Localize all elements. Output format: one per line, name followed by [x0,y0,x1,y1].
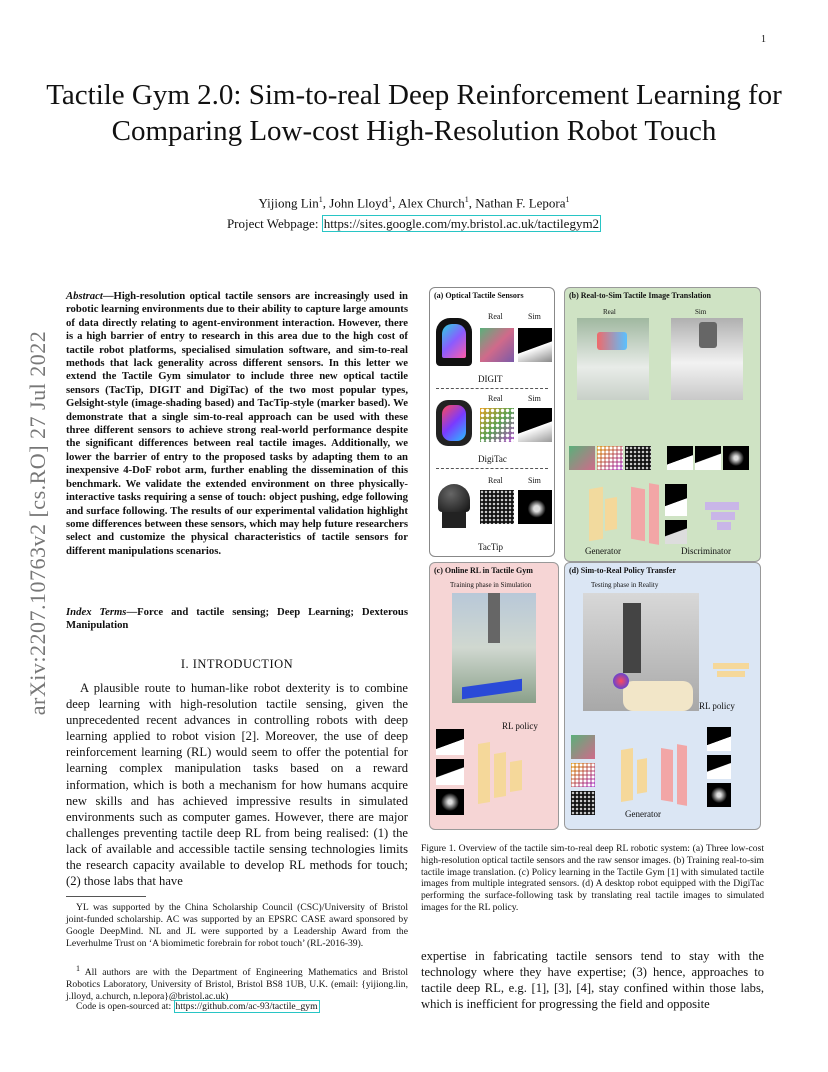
panel-optical-sensors [429,287,555,557]
digitac-real-image [480,408,514,442]
sim-label: Sim [528,312,541,321]
sensor-label-digit: DIGIT [478,374,503,384]
tactile-image [436,789,464,815]
generator-block [621,748,633,802]
testing-phase-label: Testing phase in Reality [591,581,659,589]
footnote-affiliation [66,963,408,1003]
abstract-label: Abstract [66,290,103,302]
project-webpage [40,216,788,232]
sensor-label-digitac: DigiTac [478,454,507,464]
tactile-image [571,763,595,787]
panel-a-title: (a) Optical Tactile Sensors [434,291,524,300]
tactile-image [665,484,687,516]
author-name: Yijiong Lin [258,195,319,211]
rl-policy-label: RL policy [502,721,538,731]
real-label: Real [488,312,503,321]
tactile-image [665,520,687,544]
arxiv-stamp: arXiv:2207.10763v2 [cs.RO] 27 Jul 2022 [25,330,50,716]
index-terms-text: —Force and tactile sensing; Deep Learning; Dexterous Manipulation [66,606,408,632]
section-heading: I. INTRODUCTION [180,657,294,671]
sim-setup-image [671,318,743,400]
training-phase-label: Training phase in Simulation [450,581,532,589]
tactile-image [571,735,595,759]
sim-label: Sim [528,394,541,403]
generator-block [661,748,673,802]
real-robot-image [583,593,699,711]
policy-network-block [494,752,506,798]
digitac-sim-image [518,408,552,442]
panel-real-to-sim [564,287,761,562]
webpage-label: Project Webpage: [226,216,319,231]
generator-block [649,483,659,545]
author-name: Nathan F. Lepora [475,195,566,211]
discriminator-block [717,522,731,530]
discriminator-label: Discriminator [681,546,731,556]
policy-network-block [717,671,745,677]
real-label: Real [603,308,616,316]
separator [436,468,548,469]
panel-online-rl [429,562,559,830]
tactile-image [707,755,731,779]
intro-continuation: expertise in fabricating tactile sensors tend to stay with the technology where they have expertise; (3) hence, approaches to tactile deep RL, e.g. [1], [3], [4], stay confined within those labs, which is inefficient for progressing the field and opposite [421,949,764,1012]
abstract [66,290,408,558]
tactile-image [625,446,651,470]
tactile-image [707,727,731,751]
intro-paragraph: A plausible route to human-like robot dexterity is to combine deep learning with high-resolution tactile sensing, given the unprecedented recent advances in controlling robots with deep learning applied to robot vision [2]. Moreover, the use of deep reinforcement learning (RL) would seem to offer the potential for learning complex manipulation tasks based on a reward information, which is both a mechanism for how humans acquire new skills and has achieved impressive results in simulated environments such as computer games. However, there are major challenges preventing tactile deep RL from being realised: (1) the lack of available and accessible tactile sensing technologies limits the research capacity available to develop RL methods for touch; (2) those labs that have [66,681,408,889]
author-name: John Lloyd [329,195,389,211]
page-number: 1 [761,34,766,45]
author-affiliation: 1 [565,195,570,204]
footnote-rule [66,896,146,897]
generator-label: Generator [625,809,661,819]
separator [436,388,548,389]
panel-d-title: (d) Sim-to-Real Policy Transfer [569,566,677,575]
policy-network-block [510,760,522,792]
digitac-sensor-image [436,400,472,446]
tactip-sensor-image [438,484,470,530]
tactile-image [723,446,749,470]
author-affiliation: 1 [464,195,469,204]
discriminator-block [705,502,739,510]
author-affiliation: 1 [318,195,323,204]
real-setup-image [577,318,649,400]
index-terms-label: Index Terms [66,606,127,618]
generator-label: Generator [585,546,621,556]
panel-c-title: (c) Online RL in Tactile Gym [434,566,533,575]
footnote-code [66,1001,408,1013]
sensor-label-tactip: TacTip [478,542,504,552]
tactile-image [597,446,623,470]
rl-policy-label: RL policy [699,701,735,711]
sim-label: Sim [528,476,541,485]
author-affiliation: 1 [388,195,393,204]
generator-block [631,487,645,541]
tactile-image [707,783,731,807]
webpage-link[interactable]: https://sites.google.com/my.bristol.ac.uk/tactilegym2 [323,216,600,231]
digit-sensor-image [436,318,472,366]
tactile-image [571,791,595,815]
tactile-image [569,446,595,470]
generator-block [589,487,603,541]
footnote-affil-text: All authors are with the Department of Engineering Mathematics and Bristol Robotics Laboratory, University of Bristol, Bristol BS8 1UB, U.K. (email: {yijiong.lin, j.lloyd, a.church, n.lepora}@bristol.ac.uk) [66,967,408,1003]
real-label: Real [488,476,503,485]
abstract-text: —High-resolution optical tactile sensors are increasingly used in robotic learning environments due to their ability to capture large amounts of data directly relating to agent-environment interaction. However, there is a high barrier of entry to research in this area due to the high cost of tactile robot platforms, specialised simulation software, and sim-to-real methods that lack generality across different sensors. In this letter we extend the Tactile Gym simulator to include three new optical tactile sensors (TacTip, DIGIT and DigiTac) of the two most popular types, Gelsight-style (image-shading based) and TacTip-style (marker based). We demonstrate that a single sim-to-real approach can be used with these three different sensors to achieve strong real-world performance despite the significant differences between real tactile images. Additionally, we lower the barrier of entry to the proposed tasks by adapting them to an inexpensive 4-DoF robot arm, further enabling the dissemination of this benchmark. We validate the extended environment on three physically-interactive tasks requiring a sense of touch: object pushing, edge following and surface following. The results of our experimental validation highlight some differences between these sensors, which may help future researchers select and customize the physical characteristics of tactile sensors for different manipulations scenarios. [66,290,408,557]
digit-sim-image [518,328,552,362]
figure-caption: Figure 1. Overview of the tactile sim-to-real deep RL robotic system: (a) Three low-cost high-resolution optical tactile sensors and the raw sensor images. (b) Training real-to-sim tactile image translation. (c) Policy learning in the Tactile Gym [1] with simulated tactile images from multiple integrated sensors. (d) A desktop robot equipped with the DigiTac performing the surface-following task by translating real tactile images to simulated images for the RL policy. [421,843,764,913]
simulation-image [452,593,536,703]
tactile-image [695,446,721,470]
author-name: Alex Church [397,195,465,211]
sim-label: Sim [695,308,707,316]
digit-real-image [480,328,514,362]
index-terms [66,606,408,633]
policy-network-block [713,663,749,669]
tactip-sim-image [518,490,552,524]
generator-block [637,758,647,794]
figure-1 [421,280,767,832]
author-list: Yijiong Lin$^1$, John Lloyd$^1$, Alex Church$^1$, Nathan F. Lepora$^1$ [258,195,570,211]
paper-title: Tactile Gym 2.0: Sim-to-real Deep Reinforcement Learning for Comparing Low-cost High-Resolution Robot Touch [46,79,782,147]
discriminator-block [711,512,735,520]
footnote-code-label: Code is open-sourced at: [76,1001,172,1012]
generator-block [677,744,687,806]
tactile-image [436,729,464,755]
panel-b-title: (b) Real-to-Sim Tactile Image Translation [569,291,711,300]
tactip-real-image [480,490,514,524]
tactile-image [667,446,693,470]
real-label: Real [488,394,503,403]
footnote-funding: YL was supported by the China Scholarship Council (CSC)/University of Bristol joint-funded scholarship. AC was supported by an EPSRC CASE award sponsored by Google DeepMind. NL and JL were supported by a Leadership Award from the Leverhulme Trust on ‘A biomimetic forebrain for robot touch’ (RL-2016-39). [66,902,408,949]
panel-sim-to-real [564,562,761,830]
footnote-code-link[interactable]: https://github.com/ac-93/tactile_gym [175,1001,318,1012]
generator-block [605,497,617,531]
policy-network-block [478,742,490,804]
footnote-affil-sup: 1 [76,964,80,973]
tactile-image [436,759,464,785]
